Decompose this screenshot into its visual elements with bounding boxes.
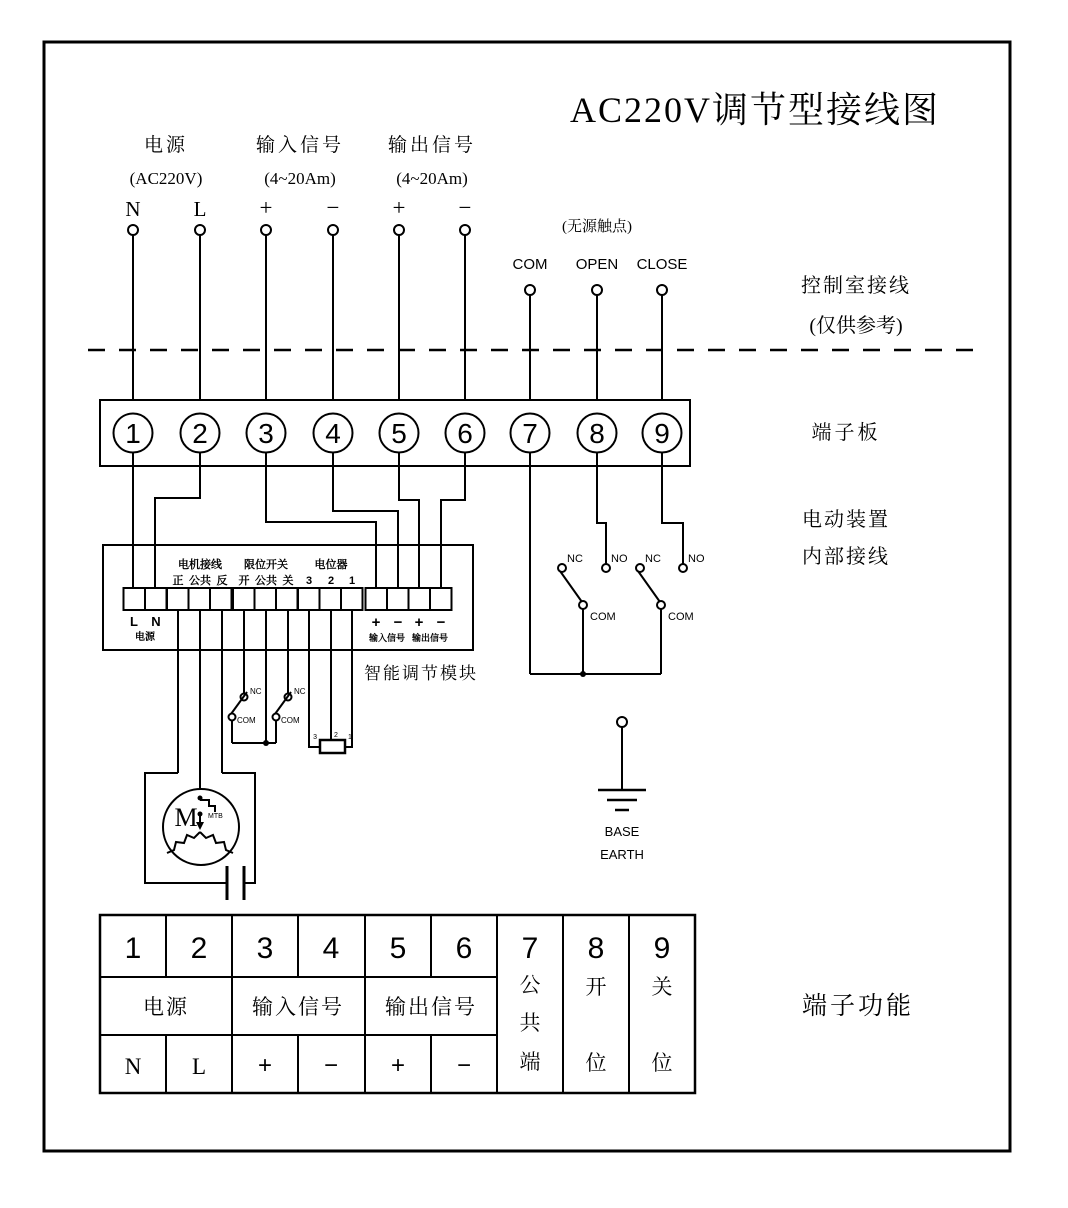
output-group-label: 输出信号	[387, 135, 477, 156]
table-caption: 端子功能	[801, 993, 915, 1020]
table-num-2: 2	[190, 932, 208, 965]
diagram-title: AC220V调节型接线图	[569, 90, 941, 130]
pin-label-open: OPEN	[575, 256, 619, 273]
module-s-minus2: −	[436, 614, 446, 631]
terminal-8-number: 8	[589, 418, 605, 449]
module-t-gong1: 公共	[189, 575, 211, 587]
relay1-no-contact	[602, 564, 610, 572]
actuator-note-line2: 内部接线	[802, 546, 890, 568]
limit-switch1-nc-label: NC	[250, 687, 262, 696]
table-fn-input: 输入信号	[252, 995, 344, 1019]
relay2-nc-label: NC	[645, 553, 661, 565]
limit-switch2-nc-label: NC	[294, 687, 306, 696]
pin-label-close: CLOSE	[636, 256, 688, 273]
module-terminal-squares	[124, 588, 452, 610]
pin-open	[592, 285, 602, 295]
table-col9-char2: 位	[651, 1051, 673, 1075]
control-room-note	[801, 274, 911, 337]
pin-in-plus	[261, 225, 271, 235]
relay1-nc-label: NC	[567, 553, 583, 565]
relay1-com-contact	[579, 601, 587, 609]
relay2-nc-contact	[636, 564, 644, 572]
capacitor	[227, 866, 244, 900]
motor-mtb-label: MTB	[208, 813, 223, 820]
terminal-1-number: 1	[125, 418, 141, 449]
relay2-no-label: NO	[688, 553, 705, 565]
module-s-plus2: +	[414, 614, 424, 631]
output-group-sub: (4~20Am)	[396, 169, 468, 188]
pin-n	[128, 225, 138, 235]
pin-label-out-minus: −	[458, 195, 472, 220]
table-num-8: 8	[587, 932, 605, 965]
terminal-6-number: 6	[457, 418, 473, 449]
terminal-board-note: 端子板	[811, 422, 881, 444]
pin-out-minus	[460, 225, 470, 235]
table-sym-plus2: +	[390, 1052, 406, 1079]
table-num-7: 7	[521, 932, 539, 965]
actuator-note-line1: 电动装置	[802, 509, 890, 531]
potentiometer	[309, 610, 352, 753]
terminal-9-number: 9	[654, 418, 670, 449]
table-fn-output: 输出信号	[385, 995, 477, 1019]
input-group-sub: (4~20Am)	[264, 169, 336, 188]
table-sym-plus1: +	[257, 1052, 273, 1079]
module-sig-out: 输出信号	[411, 633, 449, 643]
table-num-4: 4	[322, 932, 340, 965]
relay1-nc-contact	[558, 564, 566, 572]
table-col7-char2: 共	[519, 1011, 541, 1035]
relay1-no-label: NO	[611, 553, 628, 565]
limit-switch2-com-contact	[273, 714, 280, 721]
pot-pin-3: 3	[313, 734, 317, 741]
motor	[163, 789, 239, 865]
module-t-fan: 反	[216, 575, 228, 587]
top-header	[125, 134, 687, 273]
input-group-label: 输入信号	[255, 135, 345, 156]
table-sym-minus1: −	[323, 1052, 339, 1079]
terminal-4-number: 4	[325, 418, 341, 449]
module-t-kai: 开	[238, 575, 250, 587]
table-fn-power: 电源	[143, 995, 189, 1019]
relay-contacts	[530, 553, 705, 677]
table-col7-char1: 公	[519, 973, 541, 997]
table-sym-n: N	[124, 1054, 142, 1079]
table-num-9: 9	[653, 932, 671, 965]
module-p-l: L	[130, 614, 138, 629]
table-col8-char1: 开	[585, 975, 607, 999]
pin-label-in-minus: −	[326, 195, 340, 220]
module-t-2: 2	[327, 575, 335, 587]
relay1-com-label: COM	[590, 611, 616, 623]
earth-label-base: BASE	[604, 824, 640, 839]
table-sym-l: L	[191, 1054, 207, 1079]
relay2-no-contact	[679, 564, 687, 572]
pot-pin-2: 2	[334, 732, 338, 739]
control-room-note-line1: 控制室接线	[801, 275, 911, 297]
motor-m-label: M	[174, 803, 198, 832]
table-col7-char3: 端	[519, 1050, 541, 1074]
relay2-com-label: COM	[668, 611, 694, 623]
module-t-1: 1	[348, 575, 356, 587]
pin-com	[525, 285, 535, 295]
pot-pin-1: 1	[348, 734, 352, 741]
pin-label-out-plus: +	[392, 195, 406, 220]
module-power-label: 电源	[135, 632, 155, 643]
earth-label-earth: EARTH	[600, 847, 644, 862]
module-sig-in: 输入信号	[368, 633, 406, 643]
terminal-5-number: 5	[391, 418, 407, 449]
module-group-pot: 电位器	[314, 559, 348, 571]
module-group-limit: 限位开关	[244, 559, 288, 571]
earth-terminal	[617, 717, 627, 727]
limit-switch1-com-contact	[229, 714, 236, 721]
limit-switch2-com-label: COM	[281, 716, 300, 725]
table-num-1: 1	[124, 932, 142, 965]
table-num-5: 5	[389, 932, 407, 965]
table-num-3: 3	[256, 932, 274, 965]
terminal-7-number: 7	[522, 418, 538, 449]
power-group-label: 电源	[143, 135, 189, 156]
pin-label-com: COM	[512, 256, 548, 273]
module-t-zheng: 正	[172, 575, 184, 587]
table-col8-char2: 位	[585, 1051, 607, 1075]
pin-label-in-plus: +	[259, 195, 273, 220]
module-caption: 智能调节模块	[364, 664, 478, 683]
passive-contact-label: (无源触点)	[562, 219, 632, 235]
module-group-motor: 电机接线	[178, 559, 222, 571]
module-p-n: N	[151, 614, 161, 629]
table-num-6: 6	[455, 932, 473, 965]
relay2-com-contact	[657, 601, 665, 609]
module-t-guan: 关	[282, 575, 294, 587]
pin-l	[195, 225, 205, 235]
table-sym-minus2: −	[456, 1052, 472, 1079]
module-t-3: 3	[305, 575, 313, 587]
limit-switches	[229, 610, 306, 746]
control-room-note-line2: (仅供参考)	[809, 315, 903, 337]
pin-label-n: N	[125, 197, 141, 221]
terminal-board	[100, 400, 690, 466]
module-s-minus1: −	[393, 614, 403, 631]
module-t-gong2: 公共	[255, 575, 277, 587]
table-col9-char1: 关	[651, 975, 673, 999]
earth-symbol	[598, 717, 646, 862]
pin-in-minus	[328, 225, 338, 235]
terminal-2-number: 2	[192, 418, 208, 449]
power-group-sub: (AC220V)	[129, 169, 203, 188]
pin-close	[657, 285, 667, 295]
limit-switch1-com-label: COM	[237, 716, 256, 725]
pin-label-l: L	[193, 197, 207, 221]
potentiometer-body	[320, 740, 345, 753]
terminal-function-table	[100, 915, 695, 1093]
terminal-3-number: 3	[258, 418, 274, 449]
pin-out-plus	[394, 225, 404, 235]
module-s-plus1: +	[371, 614, 381, 631]
actuator-note	[802, 508, 890, 568]
